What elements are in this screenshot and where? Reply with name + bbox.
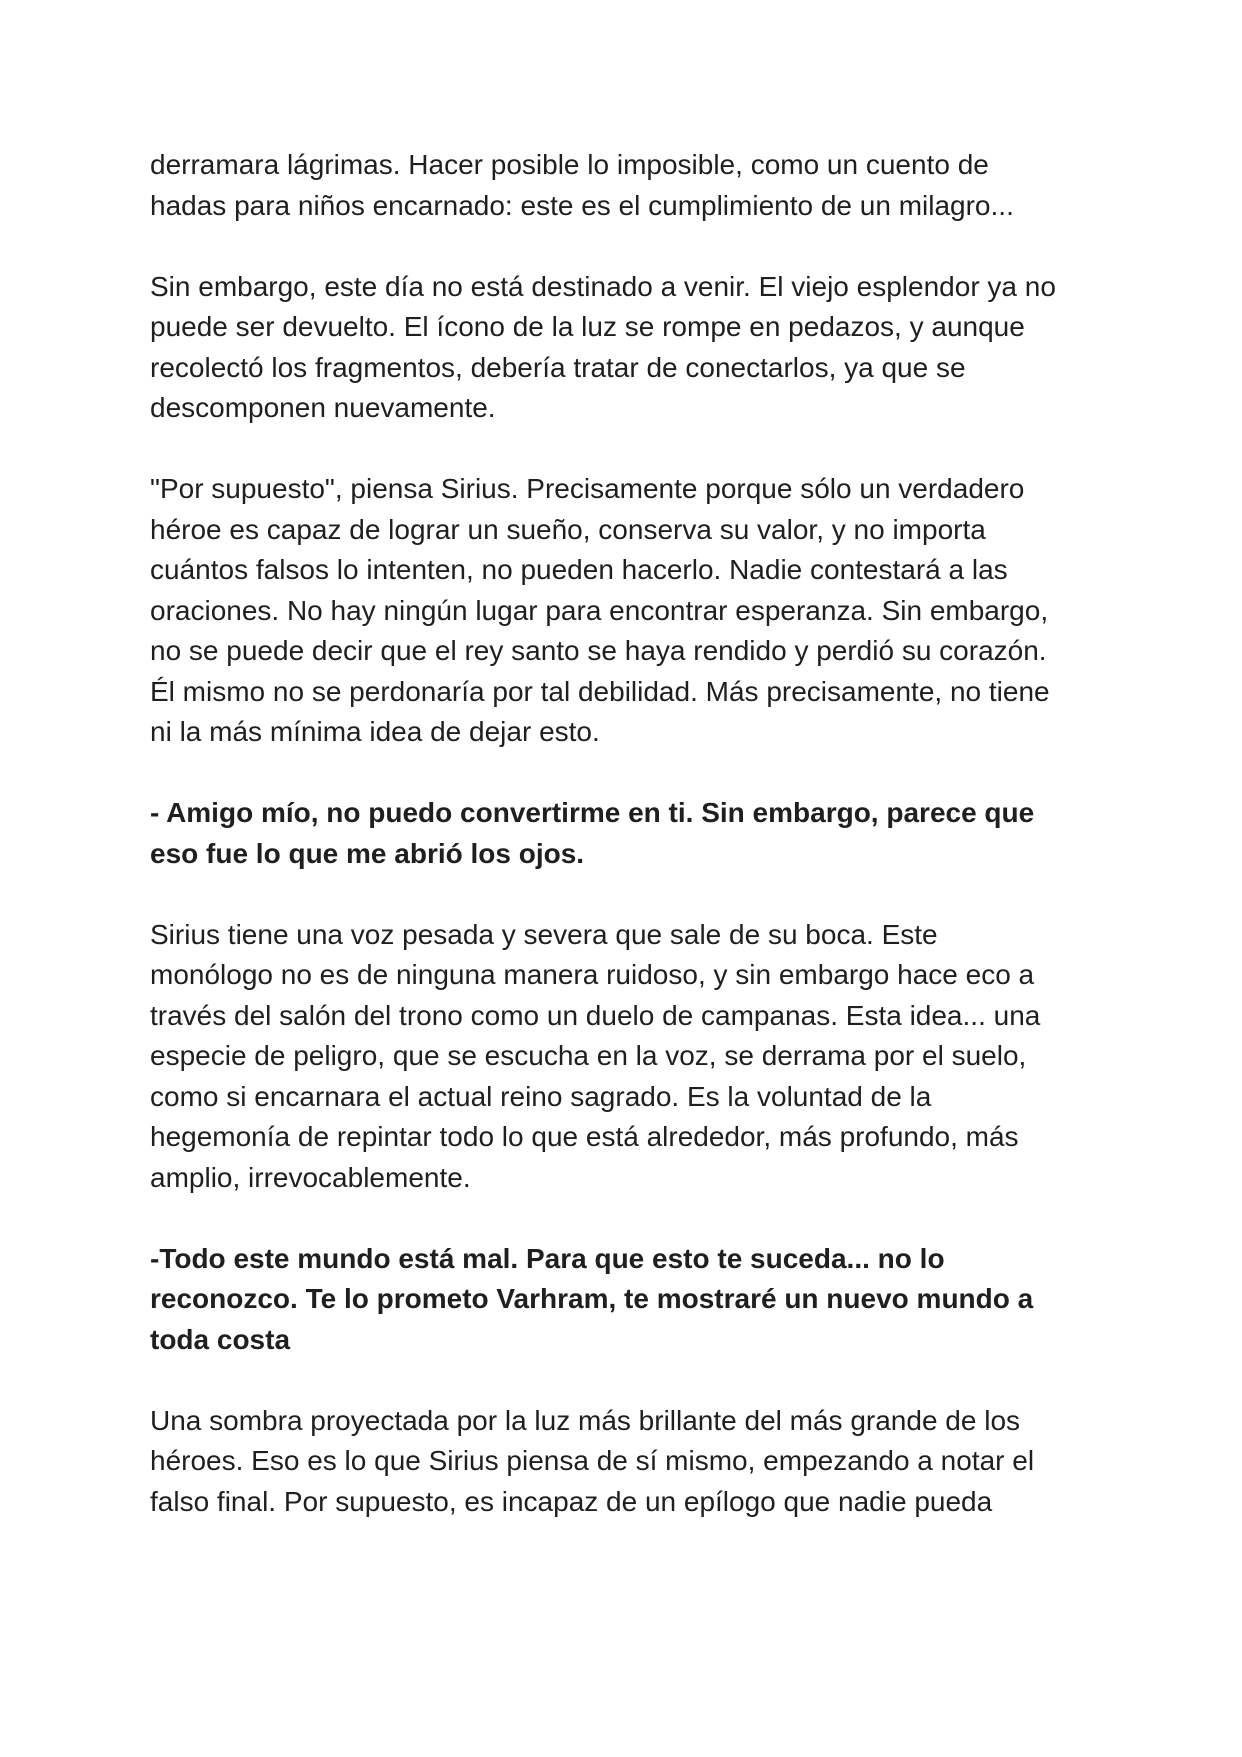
text-line: Una sombra proyectada por la luz más brillante del más grande de los	[150, 1404, 1021, 1436]
text-line: falso final. Por supuesto, es incapaz de un epílogo que nadie pueda	[150, 1485, 993, 1517]
text-line: Sin embargo, este día no está destinado a venir. El viejo esplendor ya no	[150, 270, 1056, 302]
text-line: héroe es capaz de lograr un sueño, conserva su valor, y no importa	[150, 513, 986, 545]
text-line: descomponen nuevamente.	[150, 392, 496, 423]
text-line: especie de peligro, que se escucha en la voz, se derrama por el suelo,	[150, 1040, 1027, 1071]
dialogue-paragraph-1	[150, 793, 1100, 874]
text-line: eso fue lo que me abrió los ojos.	[150, 837, 585, 869]
text-line: héroes. Eso es lo que Sirius piensa de sí mismo, empezando a notar el	[150, 1445, 1035, 1476]
text-line: derramara lágrimas. Hacer posible lo imposible, como un cuento de	[150, 149, 989, 180]
text-line: Sirius tiene una voz pesada y severa que sale de su boca. Este	[150, 918, 938, 950]
text-line: cuántos falsos lo intenten, no pueden hacerlo. Nadie contestará a las	[150, 554, 1008, 585]
text-line: amplio, irrevocablemente.	[150, 1161, 471, 1193]
paragraph-5	[150, 915, 1100, 1199]
text-line: no se puede decir que el rey santo se haya rendido y perdió su corazón.	[150, 635, 1047, 666]
paragraph-7	[150, 1401, 1100, 1523]
text-line: Él mismo no se perdonaría por tal debilidad. Más precisamente, no tiene	[150, 675, 1050, 707]
text-line: toda costa	[150, 1323, 291, 1355]
text-line: monólogo no es de ninguna manera ruidoso, y sin embargo hace eco a	[150, 959, 1035, 990]
paragraph-1	[150, 145, 1100, 226]
dialogue-paragraph-2	[150, 1239, 1100, 1361]
text-line: -Todo este mundo está mal. Para que esto te suceda... no lo	[150, 1242, 945, 1274]
text-line: hegemonía de repintar todo lo que está alrededor, más profundo, más	[150, 1121, 1019, 1152]
text-line: - Amigo mío, no puedo convertirme en ti. Sin embargo, parece que	[150, 797, 1035, 828]
text-line: oraciones. No hay ningún lugar para encontrar esperanza. Sin embargo,	[150, 594, 1049, 626]
text-line: "Por supuesto", piensa Sirius. Precisamente porque sólo un verdadero	[150, 473, 1025, 504]
document-page	[150, 145, 1100, 1563]
paragraph-2	[150, 267, 1100, 429]
text-line: hadas para niños encarnado: este es el cumplimiento de un milagro...	[150, 189, 1014, 221]
text-line: ni la más mínima idea de dejar esto.	[150, 716, 600, 747]
paragraph-3	[150, 469, 1100, 753]
text-line: través del salón del trono como un duelo de campanas. Esta idea... una	[150, 999, 1041, 1031]
text-line: reconozco. Te lo prometo Varhram, te mostraré un nuevo mundo a	[150, 1283, 1034, 1314]
text-line: como si encarnara el actual reino sagrado. Es la voluntad de la	[150, 1080, 932, 1112]
text-line: recolectó los fragmentos, debería tratar de conectarlos, ya que se	[150, 351, 966, 383]
text-line: puede ser devuelto. El ícono de la luz se rompe en pedazos, y aunque	[150, 311, 1025, 342]
